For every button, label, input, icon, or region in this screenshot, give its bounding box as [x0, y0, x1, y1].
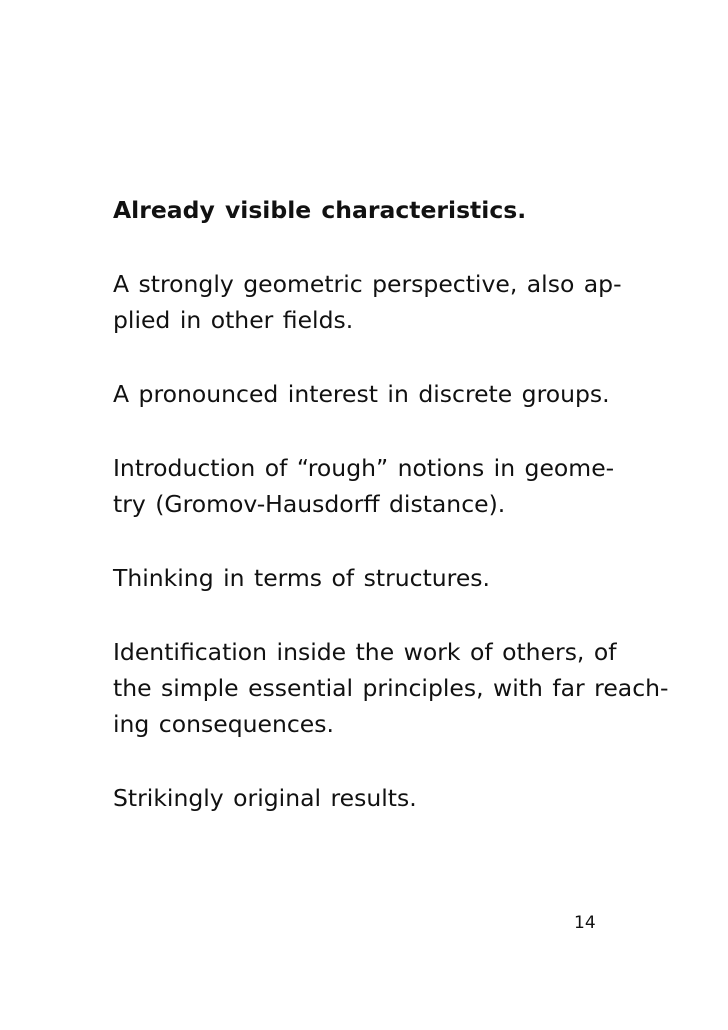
paragraph-essential-principles — [113, 634, 669, 742]
paragraph-original-results — [113, 780, 643, 816]
paragraph-line: Introduction of “rough” notions in geome- — [113, 454, 615, 482]
paragraph-line: Strikingly original results. — [113, 784, 417, 812]
paragraph-line: try (Gromov-Hausdorff distance). — [113, 490, 506, 518]
paragraph-line: the simple essential principles, with far reach- — [113, 674, 669, 702]
paragraph-line: A strongly geometric perspective, also ap- — [113, 270, 622, 298]
slide-content — [113, 192, 669, 854]
paragraph-structures — [113, 560, 643, 596]
paragraph-line: ing consequences. — [113, 710, 334, 738]
page-number: 14 — [574, 913, 596, 933]
paragraph-geometric-perspective — [113, 266, 643, 338]
slide-heading: Already visible characteristics. — [113, 196, 527, 224]
paragraph-discrete-groups — [113, 376, 643, 412]
paragraph-line: Thinking in terms of structures. — [113, 564, 490, 592]
paragraph-line: plied in other fields. — [113, 306, 354, 334]
paragraph-line: A pronounced interest in discrete groups. — [113, 380, 610, 408]
paragraph-rough-notions — [113, 450, 643, 522]
paragraph-line: Identification inside the work of others, of — [113, 638, 617, 666]
